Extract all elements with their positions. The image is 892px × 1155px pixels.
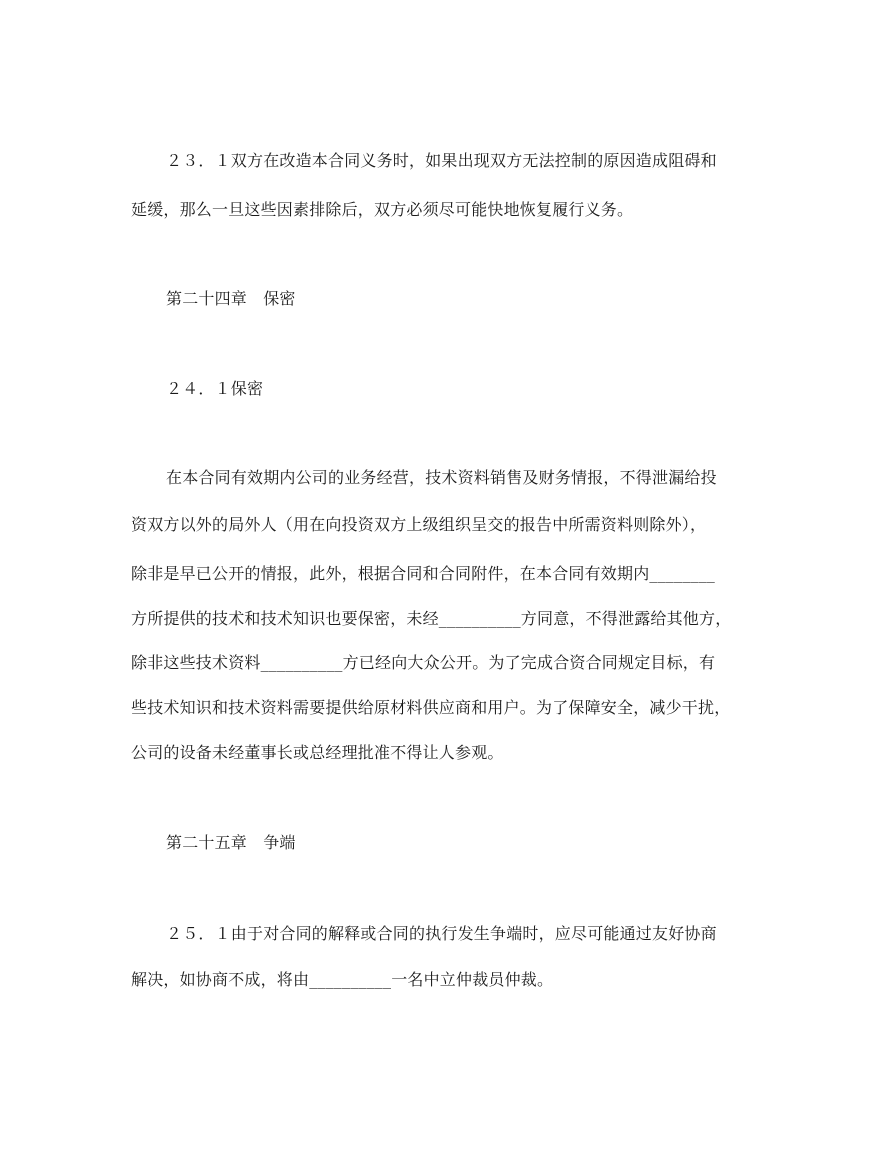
- paragraph-confidentiality-line-3: 除非是早已公开的情报，此外，根据合同和合同附件，在本合同有效期内________: [131, 564, 716, 583]
- paragraph-confidentiality-line-5: 除非这些技术资料__________方已经向大众公开。为了完成合资合同规定目标，有: [131, 653, 716, 672]
- chapter-25-heading: 第二十五章 争端: [166, 833, 296, 852]
- section-24-1-heading: ２４．１保密: [166, 379, 264, 398]
- paragraph-23-1-line-1: ２３．１双方在改造本合同义务时，如果出现双方无法控制的原因造成阻碍和: [166, 151, 717, 170]
- paragraph-25-1-line-1: ２５．１由于对合同的解释或合同的执行发生争端时，应尽可能通过友好协商: [166, 924, 717, 943]
- paragraph-confidentiality-line-4: 方所提供的技术和技术知识也要保密，未经__________方同意，不得泄露给其他方，: [131, 609, 732, 628]
- paragraph-confidentiality-line-6: 些技术知识和技术资料需要提供给原材料供应商和用户。为了保障安全，减少干扰，: [131, 698, 731, 717]
- paragraph-23-1-line-2: 延缓，那么一旦这些因素排除后，双方必须尽可能快地恢复履行义务。: [131, 200, 634, 219]
- paragraph-confidentiality-line-1: 在本合同有效期内公司的业务经营，技术资料销售及财务情报，不得泄漏给投: [166, 468, 717, 487]
- paragraph-confidentiality-line-2: 资双方以外的局外人（用在向投资双方上级组织呈交的报告中所需资料则除外），: [131, 515, 707, 534]
- paragraph-25-1-line-2: 解决，如协商不成，将由__________一名中立仲裁员仲裁。: [131, 970, 554, 989]
- chapter-24-heading: 第二十四章 保密: [166, 289, 296, 308]
- paragraph-confidentiality-line-7: 公司的设备未经董事长或总经理批准不得让人参观。: [131, 743, 504, 762]
